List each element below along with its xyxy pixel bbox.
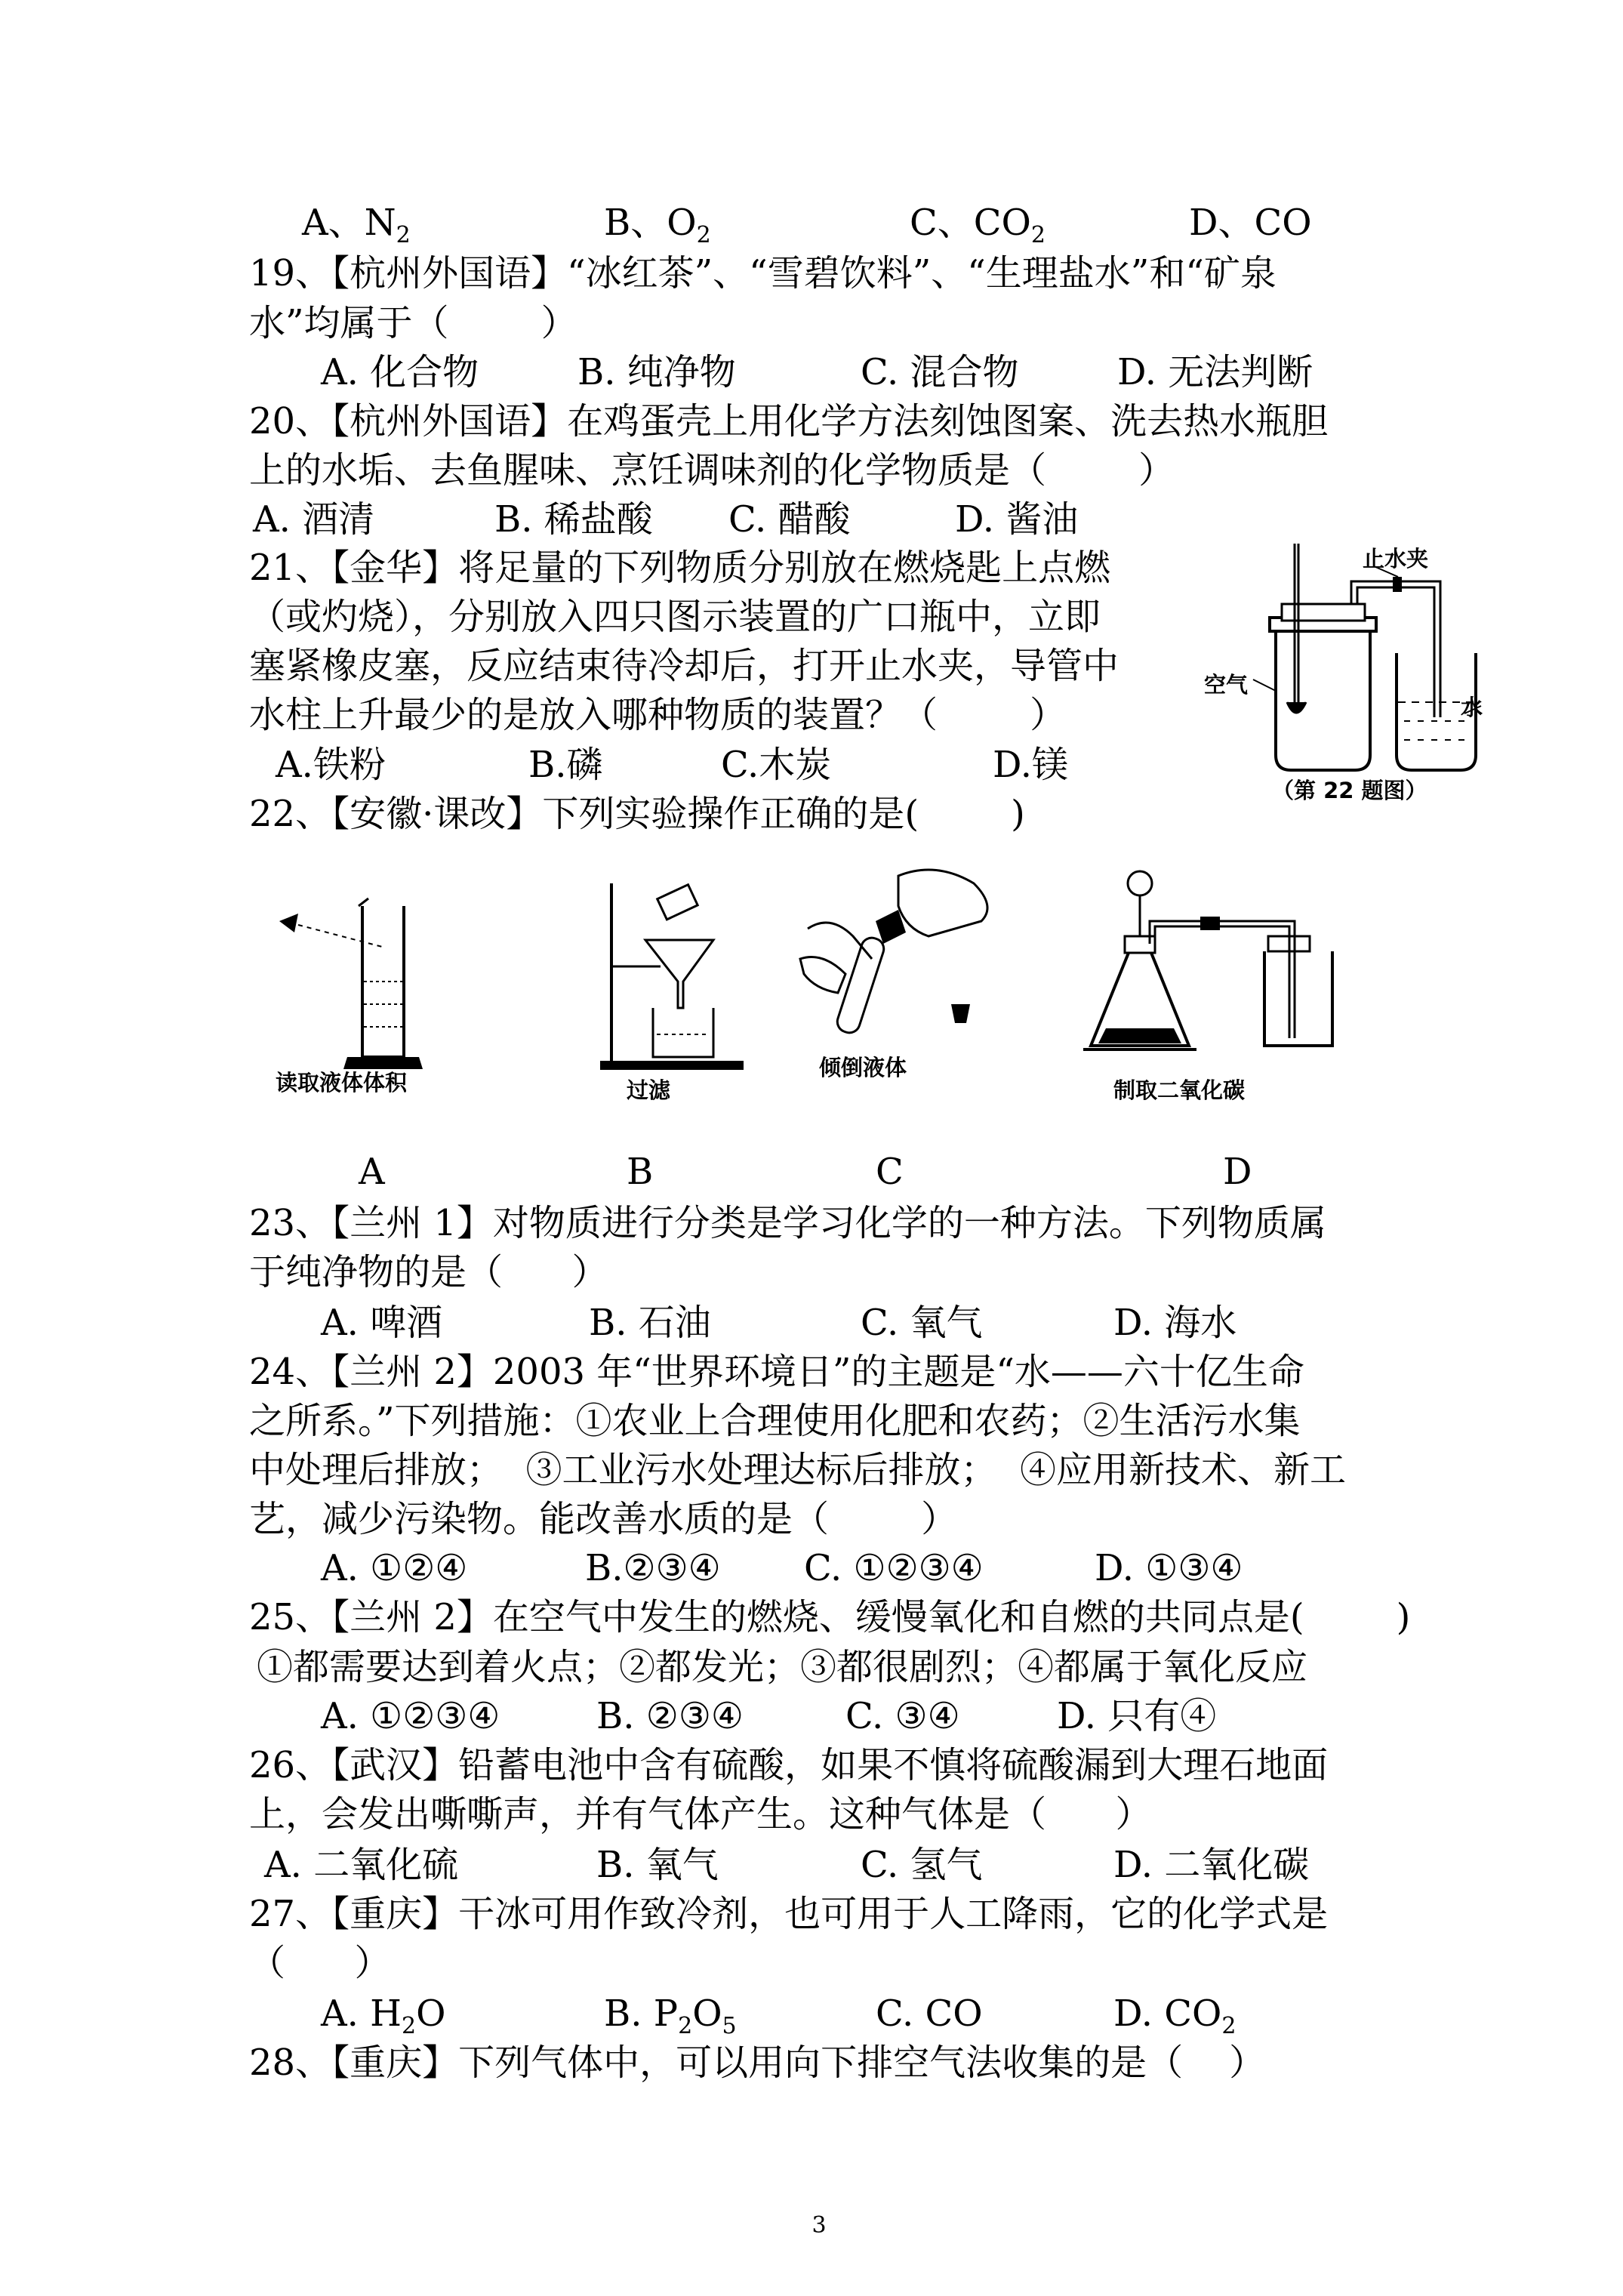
q20-option-a: A. 酒清 bbox=[253, 498, 375, 541]
q21-line-4: 水柱上升最少的是放入哪种物质的装置？（ ） bbox=[249, 694, 1067, 736]
water-label: 水 bbox=[1461, 695, 1483, 720]
q26-line-2: 上，会发出嘶嘶声，并有气体产生。这种气体是（ ） bbox=[249, 1793, 1152, 1835]
q18-option-d: D、CO bbox=[1189, 202, 1312, 244]
q24-line-1: 24、【兰州 2】2003 年“世界环境日”的主题是“水——六十亿生命 bbox=[249, 1351, 1304, 1393]
q27-option-a: A. $H_2O$ bbox=[321, 1992, 446, 2039]
q18-option-b: B、$O_2$ bbox=[604, 202, 711, 248]
q23-option-d: D. 海水 bbox=[1113, 1302, 1237, 1344]
q24-line-4: 艺，减少污染物。能改善水质的是（ ） bbox=[249, 1498, 958, 1540]
fig-c-caption: 倾倒液体 bbox=[819, 1055, 907, 1080]
fig-a-read-volume bbox=[264, 891, 491, 1095]
q20-line-1: 20、【杭州外国语】在鸡蛋壳上用化学方法刻蚀图案、洗去热水瓶胆 bbox=[249, 400, 1329, 442]
q19-option-a: A. 化合物 bbox=[321, 351, 479, 393]
q24-line-3: 中处理后排放； ③工业污水处理达标后排放； ④应用新技术、新工 bbox=[249, 1449, 1347, 1491]
q24-option-d: D. ①③④ bbox=[1095, 1547, 1243, 1589]
fig-b-letter: B bbox=[627, 1151, 654, 1193]
q24-option-c: C. ①②③④ bbox=[804, 1547, 984, 1589]
q23-option-c: C. 氧气 bbox=[861, 1302, 983, 1344]
q20-line-2: 上的水垢、去鱼腥味、烹饪调味剂的化学物质是（ ） bbox=[249, 449, 1175, 492]
q25-line-2: ①都需要达到着火点；②都发光；③都很剧烈；④都属于氧化反应 bbox=[257, 1646, 1308, 1688]
q20-option-c: C. 醋酸 bbox=[728, 498, 851, 541]
q27-option-c: C. CO bbox=[876, 1992, 983, 2035]
q27-line-1: 27、【重庆】干冰可用作致冷剂，也可用于人工降雨，它的化学式是 bbox=[249, 1893, 1329, 1935]
q25-option-c: C. ③④ bbox=[845, 1695, 960, 1737]
q19-line-2: 水”均属于（ ） bbox=[249, 302, 577, 344]
q21-option-a: A.铁粉 bbox=[276, 744, 386, 786]
q24-line-2: 之所系。”下列措施：①农业上合理使用化肥和农药；②生活污水集 bbox=[249, 1400, 1301, 1442]
q21-line-3: 塞紧橡皮塞，反应结束待冷却后，打开止水夹，导管中 bbox=[249, 645, 1119, 687]
q19-option-c: C. 混合物 bbox=[861, 351, 1019, 393]
q20-option-d: D. 酱油 bbox=[955, 498, 1079, 541]
q21-option-b: B.磷 bbox=[528, 744, 603, 786]
q21-line-1: 21、【金华】将足量的下列物质分别放在燃烧匙上点燃 bbox=[249, 547, 1111, 589]
figure-caption: （第 22 题图） bbox=[1272, 778, 1427, 803]
q23-line-1: 23、【兰州 1】对物质进行分类是学习化学的一种方法。下列物质属 bbox=[249, 1202, 1326, 1244]
q21-option-c: C.木炭 bbox=[721, 744, 832, 786]
q24-option-a: A. ①②④ bbox=[321, 1547, 468, 1589]
q25-option-a: A. ①②③④ bbox=[321, 1695, 500, 1737]
q26-option-c: C. 氢气 bbox=[861, 1844, 983, 1886]
fig-a-caption: 读取液体体积 bbox=[276, 1070, 408, 1096]
q21-apparatus-figure bbox=[1200, 529, 1487, 803]
co2-apparatus-drawing bbox=[1076, 868, 1355, 1072]
fig-b-filtration bbox=[589, 876, 755, 1102]
q27-option-b: B. $P_2O_5$ bbox=[604, 1992, 737, 2039]
q23-line-2: 于纯净物的是（ ） bbox=[249, 1251, 608, 1293]
q20-option-b: B. 稀盐酸 bbox=[494, 498, 653, 541]
q22-line-1: 22、【安徽·课改】下列实验操作正确的是( ) bbox=[249, 793, 1025, 835]
fig-d-caption: 制取二氧化碳 bbox=[1113, 1077, 1246, 1103]
q19-option-b: B. 纯净物 bbox=[577, 351, 736, 393]
air-label: 空气 bbox=[1204, 672, 1249, 698]
q26-option-b: B. 氧气 bbox=[596, 1844, 719, 1886]
q24-option-b: B.②③④ bbox=[585, 1547, 721, 1589]
q19-option-d: D. 无法判断 bbox=[1117, 351, 1313, 393]
filtration-drawing bbox=[589, 876, 755, 1080]
fig-d-letter: D bbox=[1223, 1151, 1252, 1193]
q19-line-1: 19、【杭州外国语】“冰红茶”、“雪碧饮料”、“生理盐水”和“矿泉 bbox=[249, 252, 1277, 294]
q25-option-d: D. 只有④ bbox=[1057, 1695, 1217, 1737]
q23-option-b: B. 石油 bbox=[589, 1302, 711, 1344]
q18-option-a: A、$N_2$ bbox=[302, 202, 411, 248]
q25-option-b: B. ②③④ bbox=[596, 1695, 744, 1737]
page-number: 3 bbox=[812, 2212, 827, 2239]
q18-option-c: C、$CO_2$ bbox=[910, 202, 1046, 248]
clamp-label: 止水夹 bbox=[1363, 546, 1429, 572]
q26-line-1: 26、【武汉】铅蓄电池中含有硫酸，如果不慎将硫酸漏到大理石地面 bbox=[249, 1744, 1329, 1786]
apparatus-drawing bbox=[1200, 529, 1487, 800]
fig-b-caption: 过滤 bbox=[627, 1077, 671, 1103]
pour-liquid-drawing bbox=[785, 861, 1012, 1049]
q27-line-2: （ ） bbox=[249, 1942, 391, 1984]
q28-line-1: 28、【重庆】下列气体中，可以用向下排空气法收集的是（ ） bbox=[249, 2042, 1266, 2084]
q23-option-a: A. 啤酒 bbox=[321, 1302, 443, 1344]
q26-option-a: A. 二氧化硫 bbox=[264, 1844, 459, 1886]
graduated-cylinder-drawing bbox=[264, 891, 491, 1087]
fig-c-letter: C bbox=[876, 1151, 904, 1193]
fig-d-produce-co2 bbox=[1076, 868, 1355, 1110]
q21-line-2: （或灼烧），分别放入四只图示装置的广口瓶中，立即 bbox=[249, 596, 1101, 638]
q26-option-d: D. 二氧化碳 bbox=[1113, 1844, 1310, 1886]
q27-option-d: D. $CO_2$ bbox=[1113, 1992, 1236, 2039]
fig-a-letter: A bbox=[359, 1151, 385, 1193]
q25-line-1: 25、【兰州 2】在空气中发生的燃烧、缓慢氧化和自燃的共同点是( ) bbox=[249, 1596, 1411, 1638]
fig-c-pour-liquid bbox=[785, 861, 1012, 1080]
q21-option-d: D.镁 bbox=[993, 744, 1069, 786]
